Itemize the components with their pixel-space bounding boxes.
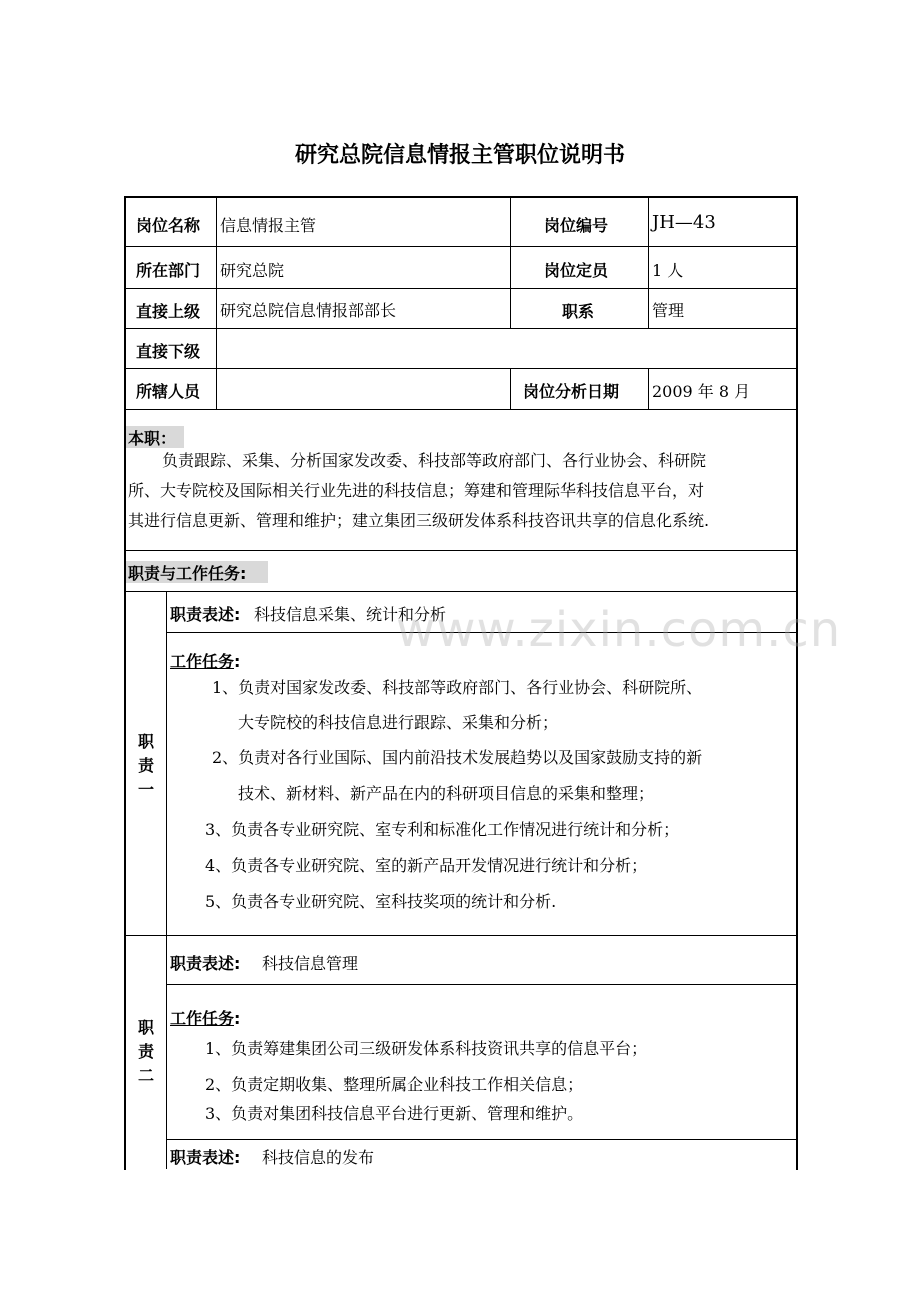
position-code-value: JH—43 — [652, 212, 716, 233]
superior-value: 研究总院信息情报部部长 — [220, 301, 397, 320]
row-divider — [124, 288, 796, 289]
column-divider — [648, 368, 649, 409]
duties-heading: 职责与工作任务: — [128, 564, 247, 583]
row-divider — [124, 935, 796, 936]
side-char: 职 — [137, 732, 154, 751]
position-name-value: 信息情报主管 — [220, 216, 317, 235]
row-divider — [124, 409, 796, 410]
task-item: 2、负责对各行业国际、国内前沿技术发展趋势以及国家鼓励支持的新 — [212, 748, 703, 767]
task-item: 4、负责各专业研究院、室的新产品开发情况进行统计和分析； — [205, 856, 648, 875]
department-value: 研究总院 — [220, 261, 285, 280]
column-divider — [166, 591, 167, 1169]
superior-label: 直接上级 — [136, 302, 201, 321]
task-item: 3、负责对集团科技信息平台进行更新、管理和维护。 — [205, 1104, 584, 1123]
row-divider — [124, 368, 796, 369]
task-item: 1、负责筹建集团公司三级研发体系科技资讯共享的信息平台； — [205, 1039, 648, 1058]
watermark: www.zixin.com.cn — [396, 602, 842, 658]
core-duty-line: 其进行信息更新、管理和维护；建立集团三级研发体系科技咨讯共享的信息化系统. — [128, 511, 710, 530]
duty-three-desc-label: 职责表述: — [170, 1148, 241, 1167]
duty-two-desc: 科技信息管理 — [262, 954, 359, 973]
duty-two-desc-label: 职责表述: — [170, 954, 241, 973]
side-char: 职 — [137, 1018, 154, 1037]
core-duty-line: 负责跟踪、采集、分析国家发改委、科技部等政府部门、各行业协会、科研院 — [162, 451, 707, 470]
row-divider — [124, 328, 796, 329]
position-code-label: 岗位编号 — [544, 216, 609, 235]
row-divider — [124, 591, 796, 592]
duty-three-desc: 科技信息的发布 — [262, 1148, 375, 1167]
task-item: 1、负责对国家发改委、科技部等政府部门、各行业协会、科研院所、 — [212, 678, 703, 697]
duty-two-side-label — [136, 1016, 156, 1088]
column-divider — [648, 198, 649, 328]
duty-one-desc: 科技信息采集、统计和分析 — [254, 605, 447, 624]
duty-two-tasks-label — [170, 1006, 240, 1029]
subordinate-label: 直接下级 — [136, 342, 201, 361]
side-char: 责 — [137, 1042, 154, 1061]
core-duty-line: 所、大专院校及国际相关行业先进的科技信息；筹建和管理际华科技信息平台，对 — [128, 481, 705, 500]
task-item: 5、负责各专业研究院、室科技奖项的统计和分析. — [205, 892, 557, 911]
row-divider — [124, 550, 796, 551]
core-duty-heading: 本职： — [128, 429, 177, 448]
tasks-label-colon: : — [234, 1009, 241, 1028]
task-item: 大专院校的科技信息进行跟踪、采集和分析； — [238, 713, 559, 732]
side-char: 一 — [137, 780, 154, 799]
task-item: 2、负责定期收集、整理所属企业科技工作相关信息； — [205, 1075, 584, 1094]
row-divider — [124, 246, 796, 247]
headcount-label: 岗位定员 — [544, 261, 609, 280]
duty-one-tasks-label — [170, 649, 240, 672]
job-family-value: 管理 — [652, 301, 685, 320]
column-divider — [216, 198, 217, 409]
job-family-label: 职系 — [562, 302, 595, 321]
tasks-label-text: 工作任务 — [170, 1009, 235, 1028]
analysis-date-value: 2009 年 8 月 — [652, 382, 751, 401]
staff-label: 所辖人员 — [136, 382, 201, 401]
row-divider — [166, 984, 796, 985]
analysis-date-label: 岗位分析日期 — [523, 382, 620, 401]
column-divider — [510, 368, 511, 409]
column-divider — [510, 198, 511, 328]
tasks-label-colon: : — [234, 652, 241, 671]
page-title: 研究总院信息情报主管职位说明书 — [294, 143, 625, 168]
row-divider — [166, 1139, 796, 1140]
department-label: 所在部门 — [136, 261, 201, 280]
duty-one-side-label — [136, 730, 156, 802]
side-char: 二 — [137, 1066, 154, 1085]
task-item: 3、负责各专业研究院、室专利和标准化工作情况进行统计和分析； — [205, 820, 680, 839]
task-item: 技术、新材料、新产品在内的科研项目信息的采集和整理； — [238, 784, 655, 803]
duty-one-desc-label: 职责表述: — [170, 605, 241, 624]
position-name-label: 岗位名称 — [136, 216, 201, 235]
side-char: 责 — [137, 756, 154, 775]
headcount-value: 1 人 — [652, 261, 684, 280]
tasks-label-text: 工作任务 — [170, 652, 235, 671]
